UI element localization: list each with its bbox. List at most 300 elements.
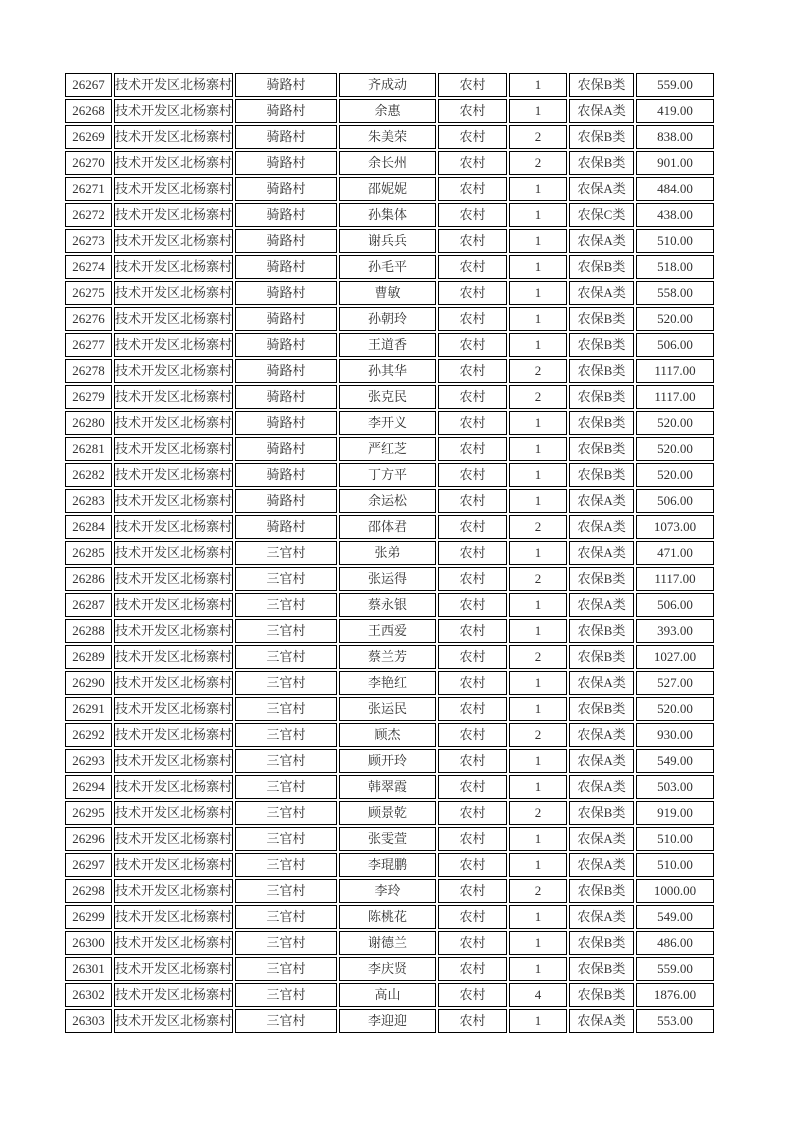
district-clip-container [115, 386, 232, 408]
cell-district [114, 931, 233, 955]
cell-insurance-category: 农保B类 [569, 983, 634, 1007]
cell-insurance-category: 农保B类 [569, 385, 634, 409]
cell-person-count: 1 [509, 333, 567, 357]
cell-person-count: 1 [509, 463, 567, 487]
cell-district [114, 775, 233, 799]
cell-district-text: 技术开发区北杨寨村 [115, 493, 233, 508]
table-row [65, 749, 714, 773]
cell-district-text: 技术开发区北杨寨村 [115, 467, 233, 482]
cell-residence-type: 农村 [438, 775, 507, 799]
cell-district [114, 333, 233, 357]
cell-serial-number: 26272 [65, 203, 112, 227]
cell-district [114, 853, 233, 877]
district-clip-container [115, 438, 232, 460]
cell-person-name: 邵体君 [339, 515, 436, 539]
district-clip-container [115, 958, 232, 980]
table-row [65, 827, 714, 851]
cell-person-name: 丁方平 [339, 463, 436, 487]
cell-person-name: 蔡永银 [339, 593, 436, 617]
cell-district-text: 技术开发区北杨寨村 [115, 805, 233, 820]
cell-district [114, 593, 233, 617]
district-clip-container [115, 490, 232, 512]
cell-person-name: 李开义 [339, 411, 436, 435]
cell-residence-type: 农村 [438, 749, 507, 773]
cell-village: 三官村 [235, 957, 337, 981]
cell-person-count: 1 [509, 957, 567, 981]
cell-residence-type: 农村 [438, 827, 507, 851]
cell-residence-type: 农村 [438, 723, 507, 747]
cell-village: 骑路村 [235, 125, 337, 149]
cell-serial-number: 26269 [65, 125, 112, 149]
cell-amount: 549.00 [636, 905, 714, 929]
table-row [65, 359, 714, 383]
cell-amount: 553.00 [636, 1009, 714, 1033]
cell-village: 三官村 [235, 619, 337, 643]
cell-person-name: 张运得 [339, 567, 436, 591]
cell-residence-type: 农村 [438, 957, 507, 981]
cell-person-name: 张弟 [339, 541, 436, 565]
cell-district [114, 567, 233, 591]
table-row [65, 281, 714, 305]
cell-serial-number: 26290 [65, 671, 112, 695]
cell-residence-type: 农村 [438, 853, 507, 877]
table-row [65, 645, 714, 669]
cell-district-text: 技术开发区北杨寨村 [115, 675, 233, 690]
cell-district-text: 技术开发区北杨寨村 [115, 285, 233, 300]
cell-serial-number: 26282 [65, 463, 112, 487]
cell-amount: 510.00 [636, 827, 714, 851]
cell-district-text: 技术开发区北杨寨村 [115, 129, 233, 144]
cell-amount: 1117.00 [636, 567, 714, 591]
cell-residence-type: 农村 [438, 359, 507, 383]
cell-insurance-category: 农保A类 [569, 853, 634, 877]
cell-insurance-category: 农保A类 [569, 489, 634, 513]
cell-amount: 520.00 [636, 463, 714, 487]
cell-person-count: 2 [509, 801, 567, 825]
cell-serial-number: 26278 [65, 359, 112, 383]
cell-person-count: 2 [509, 723, 567, 747]
cell-serial-number: 26303 [65, 1009, 112, 1033]
table-row [65, 905, 714, 929]
cell-insurance-category: 农保B类 [569, 359, 634, 383]
district-clip-container [115, 282, 232, 304]
cell-person-count: 1 [509, 749, 567, 773]
cell-insurance-category: 农保A类 [569, 99, 634, 123]
cell-person-name: 顾景乾 [339, 801, 436, 825]
district-clip-container [115, 776, 232, 798]
cell-residence-type: 农村 [438, 593, 507, 617]
cell-person-name: 陈桃花 [339, 905, 436, 929]
district-clip-container [115, 1010, 232, 1032]
table-row [65, 723, 714, 747]
cell-person-count: 1 [509, 177, 567, 201]
cell-residence-type: 农村 [438, 333, 507, 357]
cell-insurance-category: 农保A类 [569, 1009, 634, 1033]
cell-serial-number: 26273 [65, 229, 112, 253]
cell-district-text: 技术开发区北杨寨村 [115, 545, 233, 560]
cell-person-name: 余长州 [339, 151, 436, 175]
cell-person-count: 1 [509, 281, 567, 305]
table-row [65, 177, 714, 201]
cell-residence-type: 农村 [438, 437, 507, 461]
cell-district [114, 879, 233, 903]
cell-amount: 471.00 [636, 541, 714, 565]
cell-residence-type: 农村 [438, 385, 507, 409]
cell-amount: 510.00 [636, 853, 714, 877]
cell-district [114, 411, 233, 435]
cell-district-text: 技术开发区北杨寨村 [115, 77, 233, 92]
cell-serial-number: 26281 [65, 437, 112, 461]
table-row [65, 489, 714, 513]
cell-district-text: 技术开发区北杨寨村 [115, 519, 233, 534]
cell-insurance-category: 农保A类 [569, 671, 634, 695]
district-clip-container [115, 516, 232, 538]
cell-village: 三官村 [235, 879, 337, 903]
cell-district-text: 技术开发区北杨寨村 [115, 753, 233, 768]
cell-insurance-category: 农保A类 [569, 281, 634, 305]
cell-village: 骑路村 [235, 255, 337, 279]
cell-village: 骑路村 [235, 229, 337, 253]
cell-person-count: 1 [509, 99, 567, 123]
cell-serial-number: 26292 [65, 723, 112, 747]
cell-person-name: 张雯萱 [339, 827, 436, 851]
cell-district-text: 技术开发区北杨寨村 [115, 727, 233, 742]
cell-person-name: 张运民 [339, 697, 436, 721]
cell-insurance-category: 农保A类 [569, 515, 634, 539]
district-clip-container [115, 750, 232, 772]
cell-insurance-category: 农保B类 [569, 645, 634, 669]
cell-person-count: 2 [509, 567, 567, 591]
cell-person-name: 李玲 [339, 879, 436, 903]
cell-amount: 1000.00 [636, 879, 714, 903]
cell-village: 骑路村 [235, 359, 337, 383]
cell-insurance-category: 农保B类 [569, 879, 634, 903]
cell-amount: 518.00 [636, 255, 714, 279]
table-row [65, 229, 714, 253]
cell-village: 三官村 [235, 983, 337, 1007]
cell-district [114, 281, 233, 305]
cell-district-text: 技术开发区北杨寨村 [115, 233, 233, 248]
cell-person-count: 1 [509, 489, 567, 513]
table-row [65, 307, 714, 331]
cell-village: 三官村 [235, 593, 337, 617]
cell-district-text: 技术开发区北杨寨村 [115, 779, 233, 794]
table-row [65, 1009, 714, 1033]
cell-district-text: 技术开发区北杨寨村 [115, 181, 233, 196]
cell-district [114, 957, 233, 981]
cell-district-text: 技术开发区北杨寨村 [115, 597, 233, 612]
cell-village: 三官村 [235, 853, 337, 877]
cell-insurance-category: 农保B类 [569, 411, 634, 435]
district-clip-container [115, 412, 232, 434]
cell-person-count: 1 [509, 593, 567, 617]
cell-person-name: 朱美荣 [339, 125, 436, 149]
cell-district [114, 645, 233, 669]
cell-serial-number: 26300 [65, 931, 112, 955]
cell-village: 骑路村 [235, 411, 337, 435]
cell-amount: 438.00 [636, 203, 714, 227]
table-row [65, 333, 714, 357]
cell-district [114, 385, 233, 409]
cell-village: 骑路村 [235, 515, 337, 539]
cell-person-count: 1 [509, 73, 567, 97]
cell-residence-type: 农村 [438, 307, 507, 331]
cell-village: 骑路村 [235, 463, 337, 487]
cell-district-text: 技术开发区北杨寨村 [115, 311, 233, 326]
cell-person-count: 1 [509, 853, 567, 877]
cell-amount: 549.00 [636, 749, 714, 773]
cell-amount: 527.00 [636, 671, 714, 695]
cell-district-text: 技术开发区北杨寨村 [115, 1013, 233, 1028]
cell-insurance-category: 农保B类 [569, 307, 634, 331]
cell-residence-type: 农村 [438, 281, 507, 305]
table-row [65, 957, 714, 981]
cell-insurance-category: 农保A类 [569, 749, 634, 773]
cell-person-count: 2 [509, 151, 567, 175]
cell-residence-type: 农村 [438, 255, 507, 279]
district-clip-container [115, 100, 232, 122]
cell-district [114, 99, 233, 123]
cell-person-count: 1 [509, 541, 567, 565]
cell-person-count: 1 [509, 671, 567, 695]
cell-district [114, 723, 233, 747]
cell-residence-type: 农村 [438, 905, 507, 929]
cell-person-name: 李琨鹏 [339, 853, 436, 877]
district-clip-container [115, 698, 232, 720]
cell-village: 三官村 [235, 645, 337, 669]
cell-district [114, 749, 233, 773]
cell-person-count: 1 [509, 619, 567, 643]
cell-amount: 559.00 [636, 957, 714, 981]
district-clip-container [115, 646, 232, 668]
district-clip-container [115, 568, 232, 590]
cell-village: 三官村 [235, 827, 337, 851]
cell-district-text: 技术开发区北杨寨村 [115, 831, 233, 846]
cell-insurance-category: 农保B类 [569, 697, 634, 721]
cell-person-name: 邵妮妮 [339, 177, 436, 201]
district-clip-container [115, 620, 232, 642]
district-clip-container [115, 308, 232, 330]
cell-residence-type: 农村 [438, 801, 507, 825]
cell-serial-number: 26287 [65, 593, 112, 617]
cell-person-name: 孙集体 [339, 203, 436, 227]
cell-serial-number: 26295 [65, 801, 112, 825]
cell-district [114, 255, 233, 279]
cell-village: 三官村 [235, 697, 337, 721]
cell-residence-type: 农村 [438, 697, 507, 721]
table-row [65, 879, 714, 903]
cell-residence-type: 农村 [438, 125, 507, 149]
cell-district [114, 489, 233, 513]
cell-person-count: 1 [509, 697, 567, 721]
table-row [65, 931, 714, 955]
cell-district-text: 技术开发区北杨寨村 [115, 363, 233, 378]
cell-serial-number: 26302 [65, 983, 112, 1007]
cell-person-name: 蔡兰芳 [339, 645, 436, 669]
cell-district-text: 技术开发区北杨寨村 [115, 857, 233, 872]
cell-insurance-category: 农保A类 [569, 775, 634, 799]
cell-insurance-category: 农保A类 [569, 541, 634, 565]
cell-person-count: 1 [509, 255, 567, 279]
cell-residence-type: 农村 [438, 515, 507, 539]
cell-residence-type: 农村 [438, 931, 507, 955]
cell-insurance-category: 农保B类 [569, 567, 634, 591]
cell-district-text: 技术开发区北杨寨村 [115, 649, 233, 664]
table-row [65, 73, 714, 97]
cell-person-count: 2 [509, 125, 567, 149]
cell-residence-type: 农村 [438, 489, 507, 513]
cell-insurance-category: 农保A类 [569, 177, 634, 201]
table-row [65, 593, 714, 617]
cell-person-count: 1 [509, 905, 567, 929]
table-row [65, 541, 714, 565]
cell-serial-number: 26276 [65, 307, 112, 331]
cell-district-text: 技术开发区北杨寨村 [115, 155, 233, 170]
cell-insurance-category: 农保A类 [569, 229, 634, 253]
district-clip-container [115, 360, 232, 382]
cell-amount: 506.00 [636, 593, 714, 617]
cell-serial-number: 26291 [65, 697, 112, 721]
cell-serial-number: 26267 [65, 73, 112, 97]
cell-person-count: 2 [509, 645, 567, 669]
cell-person-name: 李艳红 [339, 671, 436, 695]
cell-serial-number: 26293 [65, 749, 112, 773]
cell-person-name: 余运松 [339, 489, 436, 513]
cell-person-name: 李迎迎 [339, 1009, 436, 1033]
cell-village: 三官村 [235, 749, 337, 773]
cell-amount: 558.00 [636, 281, 714, 305]
cell-district-text: 技术开发区北杨寨村 [115, 441, 233, 456]
cell-person-count: 2 [509, 359, 567, 383]
cell-amount: 1117.00 [636, 359, 714, 383]
cell-insurance-category: 农保B类 [569, 125, 634, 149]
cell-serial-number: 26299 [65, 905, 112, 929]
cell-serial-number: 26286 [65, 567, 112, 591]
cell-residence-type: 农村 [438, 567, 507, 591]
cell-amount: 919.00 [636, 801, 714, 825]
table-row [65, 437, 714, 461]
cell-person-name: 王道香 [339, 333, 436, 357]
cell-person-name: 严红芝 [339, 437, 436, 461]
cell-person-name: 顾杰 [339, 723, 436, 747]
cell-amount: 484.00 [636, 177, 714, 201]
cell-person-count: 1 [509, 437, 567, 461]
cell-residence-type: 农村 [438, 619, 507, 643]
cell-serial-number: 26279 [65, 385, 112, 409]
cell-district-text: 技术开发区北杨寨村 [115, 883, 233, 898]
cell-serial-number: 26280 [65, 411, 112, 435]
cell-village: 三官村 [235, 931, 337, 955]
cell-district [114, 515, 233, 539]
district-clip-container [115, 230, 232, 252]
cell-serial-number: 26283 [65, 489, 112, 513]
district-clip-container [115, 256, 232, 278]
cell-amount: 506.00 [636, 333, 714, 357]
cell-village: 骑路村 [235, 281, 337, 305]
cell-person-name: 张克民 [339, 385, 436, 409]
cell-district [114, 229, 233, 253]
table-row [65, 99, 714, 123]
cell-district [114, 307, 233, 331]
cell-insurance-category: 农保B类 [569, 801, 634, 825]
cell-residence-type: 农村 [438, 1009, 507, 1033]
cell-district-text: 技术开发区北杨寨村 [115, 623, 233, 638]
table-row [65, 125, 714, 149]
district-clip-container [115, 464, 232, 486]
table-row [65, 853, 714, 877]
cell-person-name: 韩翠霞 [339, 775, 436, 799]
cell-person-count: 1 [509, 229, 567, 253]
cell-person-count: 1 [509, 1009, 567, 1033]
cell-serial-number: 26297 [65, 853, 112, 877]
cell-residence-type: 农村 [438, 73, 507, 97]
district-clip-container [115, 204, 232, 226]
district-clip-container [115, 984, 232, 1006]
district-clip-container [115, 802, 232, 824]
table-row [65, 671, 714, 695]
cell-village: 骑路村 [235, 489, 337, 513]
cell-serial-number: 26301 [65, 957, 112, 981]
cell-amount: 559.00 [636, 73, 714, 97]
cell-amount: 838.00 [636, 125, 714, 149]
table-row [65, 255, 714, 279]
cell-village: 骑路村 [235, 307, 337, 331]
cell-person-count: 1 [509, 775, 567, 799]
district-clip-container [115, 672, 232, 694]
cell-serial-number: 26277 [65, 333, 112, 357]
cell-residence-type: 农村 [438, 203, 507, 227]
cell-insurance-category: 农保A类 [569, 723, 634, 747]
district-clip-container [115, 854, 232, 876]
cell-serial-number: 26288 [65, 619, 112, 643]
cell-insurance-category: 农保B类 [569, 73, 634, 97]
cell-person-count: 4 [509, 983, 567, 1007]
district-clip-container [115, 334, 232, 356]
cell-district [114, 827, 233, 851]
cell-person-name: 李庆贤 [339, 957, 436, 981]
cell-person-name: 孙朝玲 [339, 307, 436, 331]
table-row [65, 619, 714, 643]
cell-village: 三官村 [235, 1009, 337, 1033]
cell-district-text: 技术开发区北杨寨村 [115, 701, 233, 716]
district-clip-container [115, 828, 232, 850]
district-clip-container [115, 594, 232, 616]
cell-amount: 1117.00 [636, 385, 714, 409]
cell-village: 三官村 [235, 801, 337, 825]
cell-insurance-category: 农保B类 [569, 151, 634, 175]
cell-residence-type: 农村 [438, 983, 507, 1007]
cell-district [114, 151, 233, 175]
cell-amount: 510.00 [636, 229, 714, 253]
cell-residence-type: 农村 [438, 99, 507, 123]
cell-district [114, 619, 233, 643]
cell-serial-number: 26285 [65, 541, 112, 565]
cell-village: 骑路村 [235, 177, 337, 201]
district-clip-container [115, 152, 232, 174]
cell-residence-type: 农村 [438, 151, 507, 175]
district-clip-container [115, 542, 232, 564]
cell-insurance-category: 农保B类 [569, 931, 634, 955]
cell-person-name: 孙其华 [339, 359, 436, 383]
cell-person-name: 顾开玲 [339, 749, 436, 773]
cell-amount: 1027.00 [636, 645, 714, 669]
cell-residence-type: 农村 [438, 671, 507, 695]
district-clip-container [115, 74, 232, 96]
cell-district-text: 技术开发区北杨寨村 [115, 207, 233, 222]
district-clip-container [115, 880, 232, 902]
cell-amount: 520.00 [636, 437, 714, 461]
cell-village: 三官村 [235, 671, 337, 695]
